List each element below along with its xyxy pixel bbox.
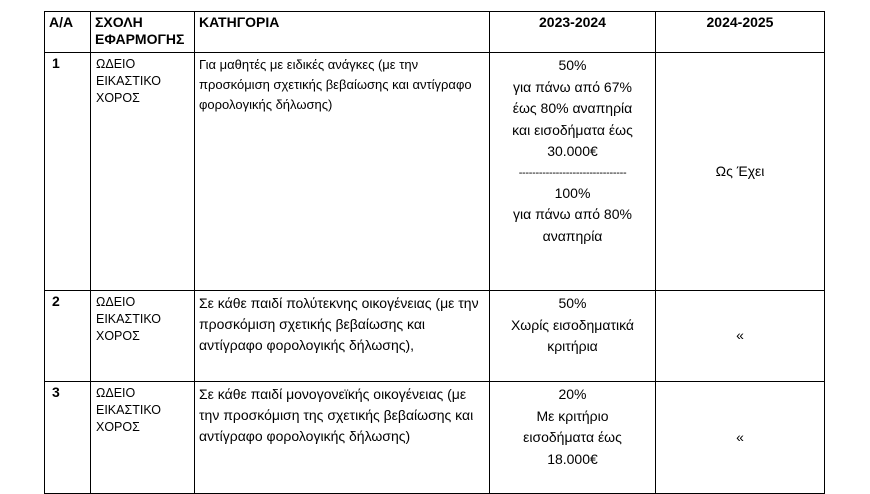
category-cell: Σε κάθε παιδί μονογονεϊκής οικογένειας (με την προσκόμιση της σχετικής βεβαίωσης και αντίγραφο φορολογικής δήλωσης) xyxy=(195,382,490,494)
school-line: ΧΟΡΟΣ xyxy=(96,91,140,105)
row-number: 3 xyxy=(45,382,91,494)
table-header-row xyxy=(45,12,825,53)
school-cell xyxy=(91,291,195,382)
header-school: ΣΧΟΛΗ ΕΦΑΡΜΟΓΗΣ xyxy=(91,12,195,53)
discount-line: Με κριτήριο xyxy=(536,407,609,424)
school-line: ΩΔΕΙΟ xyxy=(96,295,136,309)
school-cell xyxy=(91,382,195,494)
discount-2023-2024-cell xyxy=(490,291,656,382)
discount-line: και εισοδήματα έως xyxy=(512,121,633,138)
discount-line: για πάνω από 80% xyxy=(513,206,632,222)
discount-2024-2025-cell: « xyxy=(656,382,825,494)
header-year-2023-2024: 2023-2024 xyxy=(490,12,656,53)
discount-2023-2024-cell xyxy=(490,382,656,494)
school-line: ΧΟΡΟΣ xyxy=(96,420,140,434)
row-number: 2 xyxy=(45,291,91,382)
discount-line: 50% xyxy=(558,295,587,311)
discount-line: 50% xyxy=(558,57,587,73)
discount-line: έως 80% αναπηρία xyxy=(512,100,633,116)
school-line: ΕΙΚΑΣΤΙΚΟ xyxy=(96,74,161,88)
header-year-2024-2025: 2024-2025 xyxy=(656,12,825,53)
school-line: ΕΙΚΑΣΤΙΚΟ xyxy=(96,403,161,417)
school-line: ΩΔΕΙΟ xyxy=(96,386,136,400)
category-cell: Σε κάθε παιδί πολύτεκνης οικογένειας (με την προσκόμιση σχετικής βεβαίωσης και αντίγραφο φορολογικής δήλωσης), xyxy=(195,291,490,382)
discount-line: για πάνω από 67% xyxy=(513,78,632,95)
table-row xyxy=(45,53,825,291)
table-row xyxy=(45,382,825,494)
discount-line: Χωρίς εισοδηματικά xyxy=(510,316,635,333)
discount-line: εισοδήματα έως xyxy=(523,429,622,445)
discount-2024-2025-cell: Ως Έχει xyxy=(656,53,825,291)
header-aa: Α/Α xyxy=(45,12,91,53)
school-cell xyxy=(91,53,195,291)
category-cell: Για μαθητές με ειδικές ανάγκες (με την προσκόμιση σχετικής βεβαίωσης και αντίγραφο φορολογικής δήλωσης) xyxy=(195,53,490,291)
discount-line: 18.000€ xyxy=(547,450,598,467)
discount-line: 100% xyxy=(554,184,591,201)
discount-line: κριτήρια xyxy=(547,338,598,354)
discount-line: 20% xyxy=(558,386,587,402)
discount-2023-2024-cell xyxy=(490,53,656,291)
school-line: ΧΟΡΟΣ xyxy=(96,329,140,343)
discount-line: 30.000€ xyxy=(547,143,598,159)
discount-line: αναπηρία xyxy=(542,227,603,244)
discount-2024-2025-cell: « xyxy=(656,291,825,382)
header-category: ΚΑΤΗΓΟΡΙΑ xyxy=(195,12,490,53)
dashed-separator: -------------------------------- xyxy=(518,166,627,179)
school-line: ΕΙΚΑΣΤΙΚΟ xyxy=(96,312,161,326)
discount-table xyxy=(44,11,825,494)
table-row xyxy=(45,291,825,382)
row-number: 1 xyxy=(45,53,91,291)
table-continuation-lines xyxy=(44,443,826,450)
school-line: ΩΔΕΙΟ xyxy=(96,57,136,71)
